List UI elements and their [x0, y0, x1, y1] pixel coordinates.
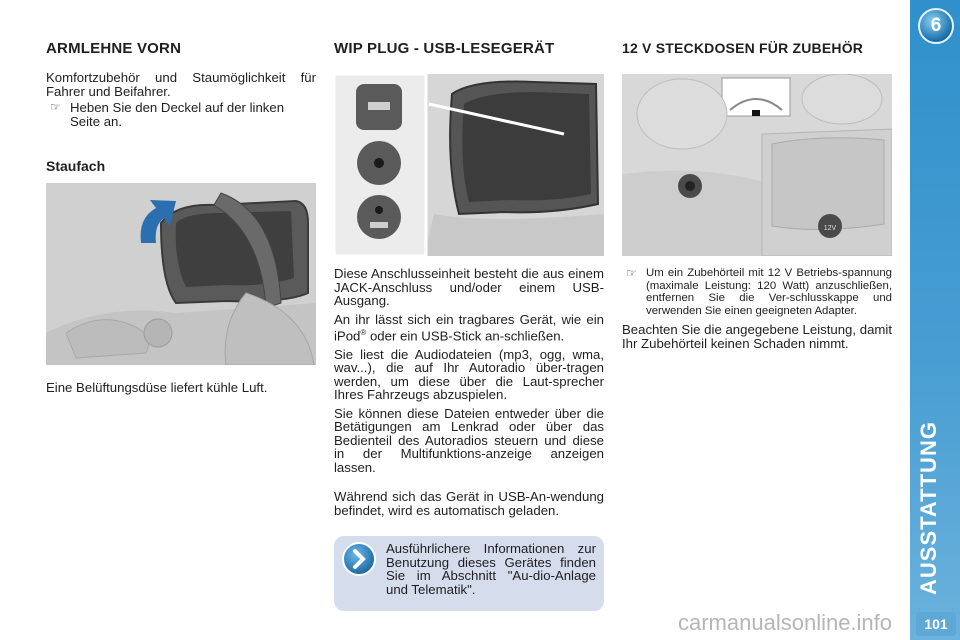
usb-illustration [334, 74, 604, 256]
page-number: 101 [916, 612, 956, 636]
armrest-title: ARMLEHNE VORN [46, 40, 182, 57]
sockets-title: 12 V STECKDOSEN FÜR ZUBEHÖR [622, 40, 864, 56]
armrest-intro: Komfortzubehör und Staumöglichkeit für Fahrer und Beifahrer. [46, 70, 316, 99]
armrest-section [46, 40, 316, 174]
usb-section [334, 40, 604, 57]
chevron-right-icon [342, 542, 376, 576]
storage-title: Staufach [46, 158, 106, 174]
registered-mark: ® [360, 328, 367, 337]
armrest-illustration [46, 183, 316, 365]
info-text: Ausführlichere Informationen zur Benutzung dieses Gerätes finden Sie im Abschnitt "Au-dio-Anlage und Telematik". [386, 541, 596, 597]
sockets-body [622, 264, 892, 350]
usb-body [334, 262, 604, 517]
pointing-hand-icon: ☞ [50, 100, 61, 114]
sockets-illustration [622, 74, 892, 256]
armrest-bullet [46, 101, 316, 128]
chapter-badge: 6 [918, 8, 954, 44]
usb-paragraph-2 [334, 313, 604, 343]
sockets-note: Beachten Sie die angegebene Leistung, damit Ihr Zubehörteil keinen Schaden nimmt. [622, 322, 892, 351]
info-box [334, 536, 604, 611]
usb-p2-end: oder ein USB-Stick an-schließen. [366, 328, 565, 344]
usb-paragraph-5: Während sich das Gerät in USB-An-wendung befindet, wird es automatisch geladen. [334, 489, 604, 518]
usb-paragraph-3: Sie liest die Audiodateien (mp3, ogg, wma, wav...), die auf Ihr Autoradio über-tragen werden, um diese über die Laut-sprecher Ihres Fahrzeugs abzuspielen. [334, 346, 604, 403]
watermark: carmanualsonline.info [678, 610, 893, 635]
pointing-hand-icon: ☞ [626, 266, 637, 280]
socket-label: 12V [823, 225, 837, 232]
usb-p2-start: An ihr lässt sich ein tragbares Gerät, wie ein iPod [334, 311, 604, 344]
armrest-bullet-text: Heben Sie den Deckel auf der linken Seite an. [70, 100, 285, 129]
usb-paragraph-1: Diese Anschlusseinheit besteht die aus einem JACK-Anschluss und/oder einem USB-Ausgang. [334, 266, 604, 308]
sockets-bullet [622, 267, 892, 317]
chapter-title: AUSSTATTUNG [916, 421, 941, 595]
sockets-bullet-text: Um ein Zubehörteil mit 12 V Betriebs-spannung (maximale Leistung: 120 Watt) anzuschließen, entfernen Sie die Ver-schlusskappe und verwenden Sie einen geeigneten Adapter. [646, 267, 892, 317]
armrest-caption: Eine Belüftungsdüse liefert kühle Luft. [46, 380, 268, 395]
chapter-sidebar [910, 0, 960, 640]
usb-paragraph-4: Sie können diese Dateien entweder über die Betätigungen am Lenkrad oder über das Bedienteil des Autoradios steuern und diese in der Multifunktions-anzeige anzeigen lassen. [334, 405, 604, 475]
usb-title: WIP PLUG - USB-LESEGERÄT [334, 40, 555, 57]
sockets-section [622, 40, 892, 56]
